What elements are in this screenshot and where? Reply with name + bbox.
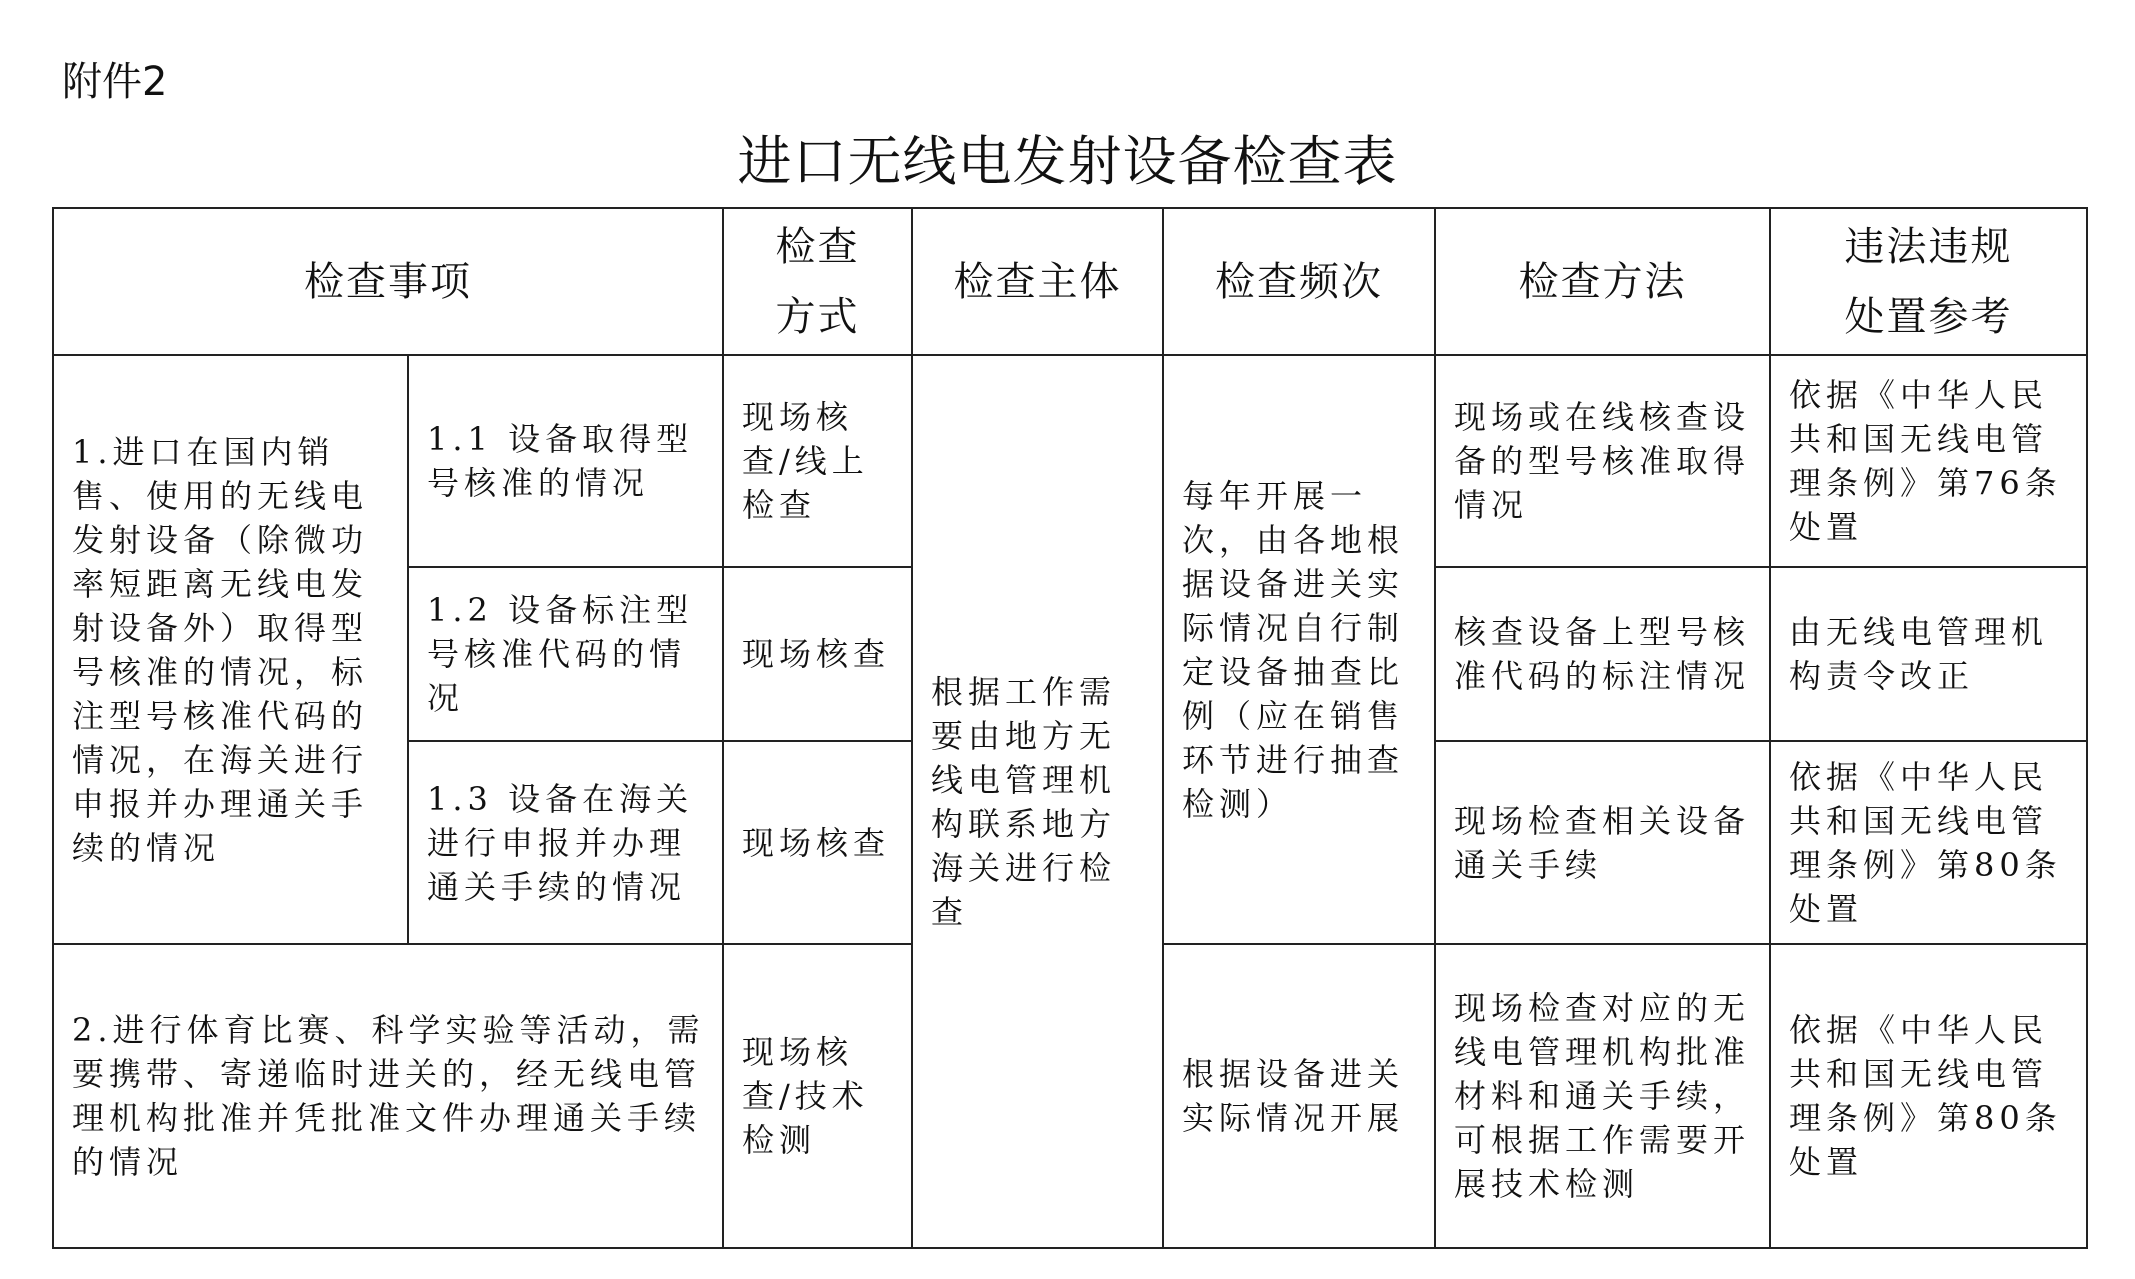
header-subject: 检查主体 <box>912 208 1163 355</box>
mode-cell <box>723 355 912 566</box>
method-cell <box>1435 741 1770 944</box>
method-cell <box>1435 944 1770 1248</box>
penalty-cell <box>1770 567 2087 741</box>
method-cell <box>1435 567 1770 741</box>
frequency-text: 每年开展一次，由各地根据设备进关实际情况自行制定设备抽查比例（应在销售环节进行抽查检测） <box>1182 476 1405 823</box>
method-text: 现场检查对应的无线电管理机构批准材料和通关手续，可根据工作需要开展技术检测 <box>1454 989 1751 1204</box>
penalty-text: 由无线电管理机构责令改正 <box>1789 612 2049 695</box>
header-frequency: 检查频次 <box>1163 208 1435 355</box>
penalty-cell <box>1770 944 2087 1248</box>
frequency-cell <box>1163 355 1435 944</box>
method-text: 现场检查相关设备通关手续 <box>1454 801 1751 884</box>
item-cell <box>53 944 723 1248</box>
method-text: 核查设备上型号核准代码的标注情况 <box>1454 612 1751 695</box>
penalty-cell <box>1770 355 2087 566</box>
item-cell <box>53 355 408 944</box>
method-cell <box>1435 355 1770 566</box>
frequency-cell <box>1163 944 1435 1248</box>
subject-cell <box>912 355 1163 1248</box>
subitem-cell <box>408 567 723 741</box>
subject-text: 根据工作需要由地方无线电管理机构联系地方海关进行检查 <box>931 672 1117 931</box>
penalty-text: 依据《中华人民共和国无线电管理条例》第80条处置 <box>1789 757 2062 928</box>
header-row <box>53 208 2087 355</box>
table-row <box>53 355 2087 566</box>
header-penalty <box>1770 208 2087 355</box>
mode-cell <box>723 567 912 741</box>
mode-text: 现场核查 <box>742 823 891 862</box>
mode-text: 现场核查/线上检查 <box>742 397 869 524</box>
header-mode-line2: 方式 <box>775 293 860 340</box>
page-title: 进口无线电发射设备检查表 <box>737 130 1398 193</box>
header-method: 检查方法 <box>1435 208 1770 355</box>
mode-cell <box>723 741 912 944</box>
subitem-text: 1.3 设备在海关进行申报并办理通关手续的情况 <box>427 779 694 906</box>
penalty-cell <box>1770 741 2087 944</box>
header-item: 检查事项 <box>53 208 723 355</box>
frequency-text: 根据设备进关实际情况开展 <box>1182 1055 1405 1138</box>
mode-cell <box>723 944 912 1248</box>
item-text: 1.进口在国内销售、使用的无线电发射设备（除微功率短距离无线电发射设备外）取得型号核准的情况，标注型号核准代码的情况，在海关进行申报并办理通关手续的情况 <box>72 432 369 867</box>
subitem-text: 1.2 设备标注型号核准代码的情况 <box>427 590 694 717</box>
header-penalty-line2: 处置参考 <box>1844 293 2013 340</box>
method-text: 现场或在线核查设备的型号核准取得情况 <box>1454 397 1751 524</box>
penalty-text: 依据《中华人民共和国无线电管理条例》第80条处置 <box>1789 1011 2062 1182</box>
subitem-cell <box>408 355 723 566</box>
inspection-table <box>52 207 2088 1249</box>
item-text: 2.进行体育比赛、科学实验等活动，需要携带、寄递临时进关的，经无线电管理机构批准并凭批准文件办理通关手续的情况 <box>72 1011 705 1182</box>
mode-text: 现场核查/技术检测 <box>742 1033 869 1160</box>
mode-text: 现场核查 <box>742 634 891 673</box>
penalty-text: 依据《中华人民共和国无线电管理条例》第76条处置 <box>1789 375 2062 546</box>
subitem-text: 1.1 设备取得型号核准的情况 <box>427 419 694 502</box>
header-mode-line1: 检查 <box>775 223 860 270</box>
subitem-cell <box>408 741 723 944</box>
header-penalty-line1: 违法违规 <box>1844 223 2013 270</box>
attachment-label: 附件2 <box>62 59 168 105</box>
header-mode <box>723 208 912 355</box>
